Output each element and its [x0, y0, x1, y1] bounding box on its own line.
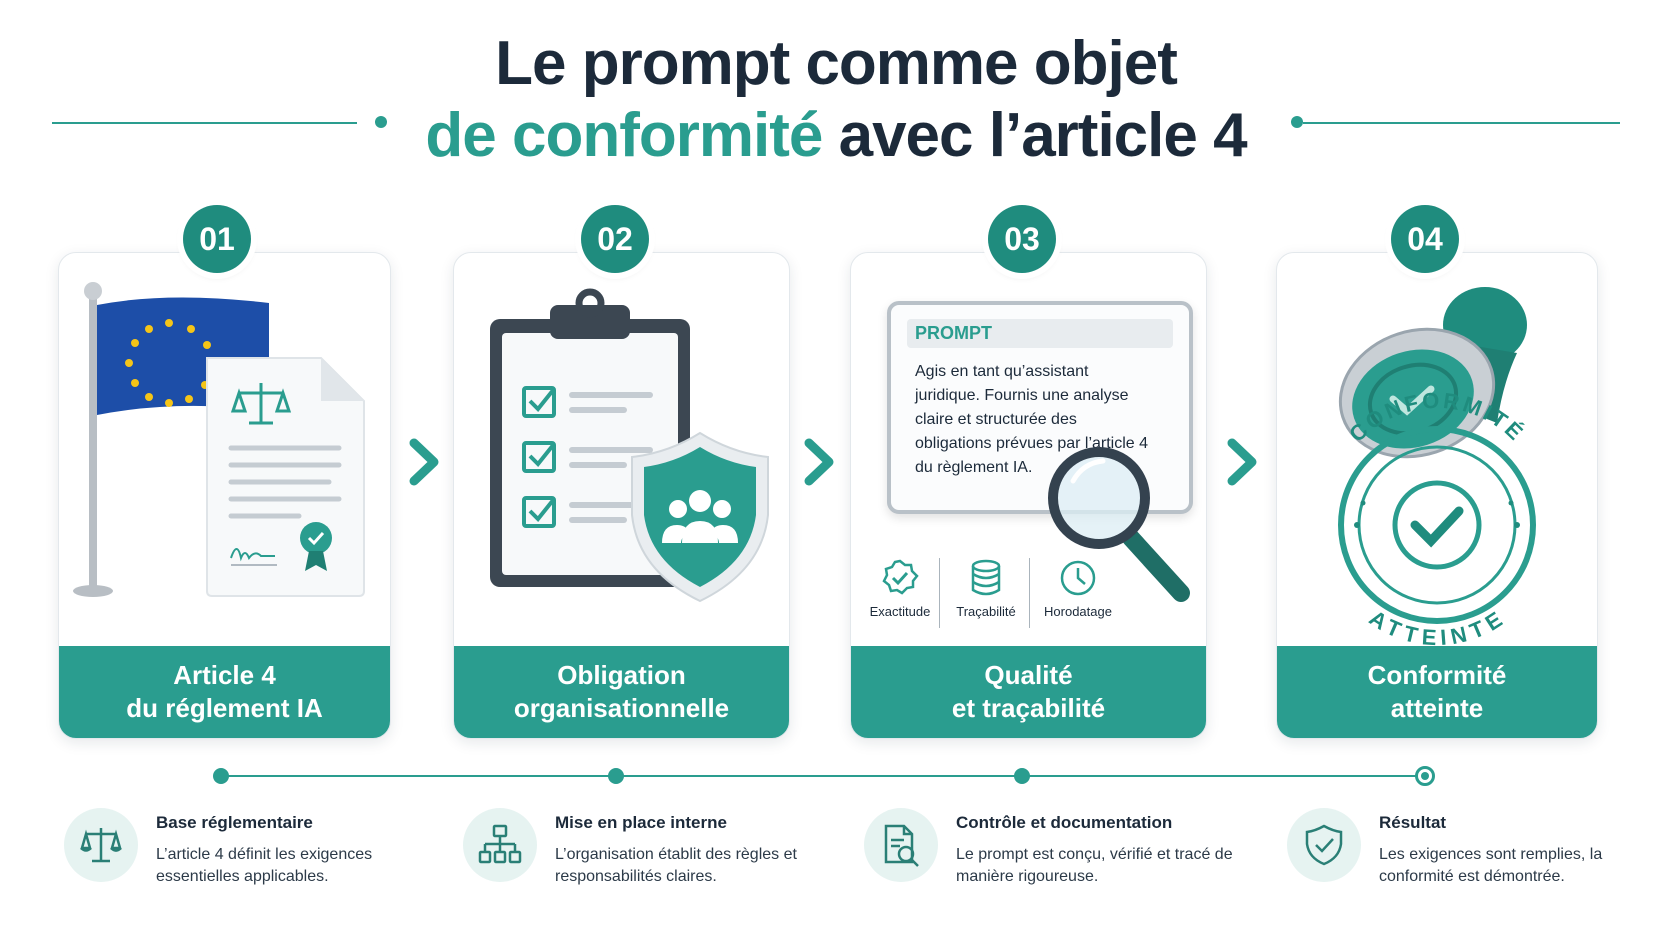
title-rule-right [1303, 122, 1620, 124]
title-rule-right-dot [1291, 116, 1303, 128]
eu-flag-legal-document-icon [59, 253, 390, 646]
stamp-text-top: CONFORMITÉ [1344, 387, 1530, 447]
step-title: Mise en place interne [555, 813, 727, 832]
step-number-badge-1: 01 [183, 205, 251, 273]
timeline-dot-3 [1014, 768, 1030, 784]
timeline [220, 775, 1428, 777]
rubber-stamp-icon [1277, 253, 1597, 646]
card-label-line-2: atteinte [1390, 693, 1484, 723]
step-number-badge-3: 03 [988, 205, 1056, 273]
step-title: Contrôle et documentation [956, 813, 1173, 832]
step-description: L’organisation établit des règles et responsabilités claires. [555, 846, 797, 885]
card-label-line-1: Qualité [984, 660, 1073, 690]
metric-label: Exactitude [869, 604, 931, 619]
title-line-2 [0, 100, 1672, 172]
database-icon [966, 558, 1006, 598]
metric-label: Traçabilité [956, 604, 1016, 619]
title-rule-left-dot [375, 116, 387, 128]
metric-label: Horodatage [1044, 604, 1112, 619]
timeline-dot-1 [213, 768, 229, 784]
title-line-1: Le prompt comme objet [495, 29, 1177, 98]
chevron-right-icon [404, 435, 444, 489]
prompt-text: Agis en tant qu’assistant juridique. Fournis une analyse claire et structurée des obligations prévues par l’article 4 du règlement IA. [915, 363, 1149, 476]
metric-exactitude [855, 558, 945, 619]
card-label-line-1: Article 4 [173, 660, 276, 690]
step-number-badge-4: 04 [1391, 205, 1459, 273]
step-description: L’article 4 définit les exigences essentielles applicables. [156, 846, 373, 885]
card-label-line-2: et traçabilité [951, 693, 1106, 723]
card-label-qualite [851, 646, 1206, 738]
title-rule-left [52, 122, 357, 124]
card-label-line-2: du réglement IA [126, 693, 323, 723]
card-label-line-2: organisationnelle [513, 693, 730, 723]
step-number-badge-2: 02 [581, 205, 649, 273]
metric-tracabilite [941, 558, 1031, 619]
timeline-dot-4 [1415, 766, 1435, 786]
clock-icon [1058, 558, 1098, 598]
card-label-conformite [1277, 646, 1597, 738]
stamp-text-bottom: ATTEINTE [1364, 605, 1510, 646]
step-title: Résultat [1379, 813, 1447, 832]
scales-icon [64, 808, 138, 882]
page-title [0, 28, 1672, 172]
card-conformite [1276, 252, 1598, 739]
clipboard-checklist-shield-icon [454, 253, 789, 646]
metric-divider [939, 558, 940, 628]
org-chart-icon [463, 808, 537, 882]
title-rest: avec l’article 4 [822, 101, 1247, 170]
step-description: Les exigences sont remplies, la conformité est démontrée. [1379, 846, 1603, 885]
chevron-right-icon [799, 435, 839, 489]
step-description: Le prompt est conçu, vérifié et tracé de manière rigoureuse. [956, 846, 1233, 885]
svg-text:ATTEINTE [1365, 605, 1509, 646]
title-accent: de conformité [425, 101, 823, 170]
document-search-icon [864, 808, 938, 882]
card-article-4 [58, 252, 391, 739]
step-title: Base réglementaire [156, 813, 313, 832]
card-obligation [453, 252, 790, 739]
metric-divider [1029, 558, 1030, 628]
timeline-dot-2 [608, 768, 624, 784]
card-label-line-1: Conformité [1367, 660, 1507, 690]
badge-check-icon [880, 558, 920, 598]
metric-horodatage [1033, 558, 1123, 619]
prompt-window [887, 301, 1193, 514]
chevron-right-icon [1222, 435, 1262, 489]
card-label-article-4 [59, 646, 390, 738]
prompt-header: PROMPT [907, 319, 1173, 348]
card-label-line-1: Obligation [557, 660, 686, 690]
shield-check-icon [1287, 808, 1361, 882]
card-qualite [850, 252, 1207, 739]
card-label-obligation [454, 646, 789, 738]
